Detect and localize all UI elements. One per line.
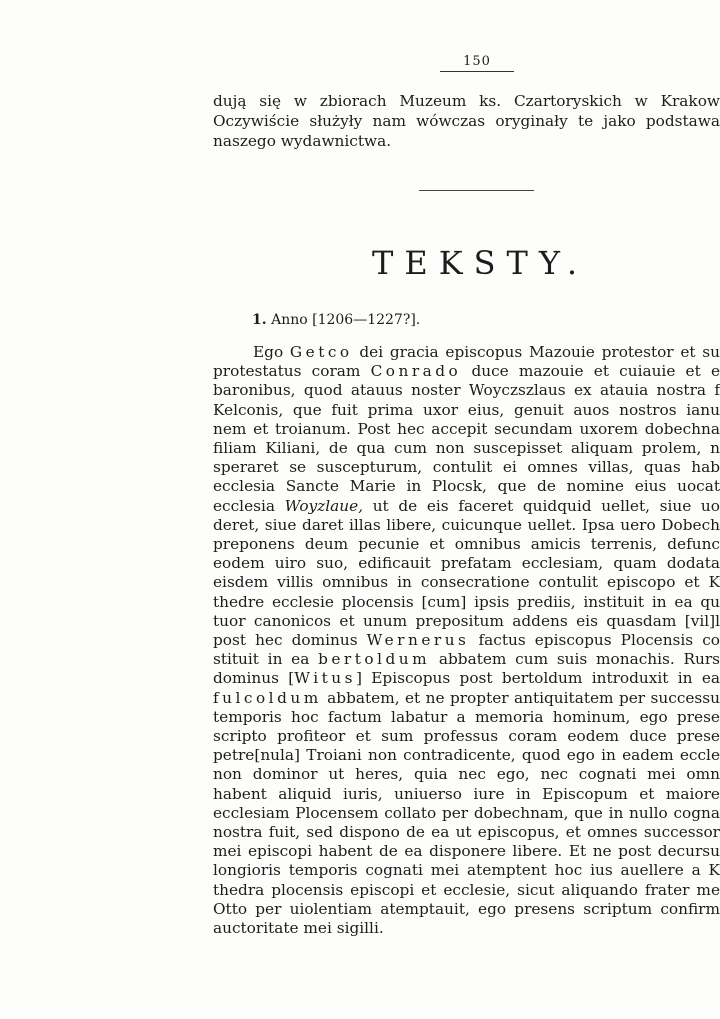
text-line bbox=[213, 804, 720, 823]
text-line bbox=[213, 458, 720, 477]
text-segment: eisdem villis omnibus in consecratione contulit episcopo et K bbox=[213, 573, 720, 592]
text-segment: petre[nula] Troiani non contradicente, quod ego in eadem eccle bbox=[213, 746, 720, 765]
page-number-rule bbox=[440, 71, 514, 72]
text-segment: longioris temporis cognati mei atemptent hoc ius auellere a K bbox=[213, 861, 720, 880]
intro-line: dują się w zbiorach Muzeum ks. Czartoryskich w Krakow bbox=[213, 92, 720, 110]
italic-text: Woyzlaue, bbox=[284, 496, 364, 515]
entry-heading bbox=[252, 311, 420, 329]
text-line bbox=[213, 881, 720, 900]
text-line bbox=[213, 343, 720, 362]
text-segment: mei episcopi habent de ea disponere libere. Et ne post decursu bbox=[213, 842, 720, 861]
spaced-name: Wernerus bbox=[366, 631, 470, 649]
spaced-name: fulcoldum bbox=[213, 688, 322, 707]
text-line bbox=[213, 535, 720, 554]
text-segment: thedre ecclesie plocensis [cum] ipsis prediis, instituit in ea qu bbox=[213, 592, 720, 611]
text-segment: stituit in ea bbox=[213, 650, 319, 669]
text-line bbox=[213, 554, 720, 573]
text-line bbox=[213, 439, 720, 458]
entry-date: Anno [1206—1227?]. bbox=[271, 312, 421, 328]
text-line bbox=[213, 689, 720, 708]
page-number: 150 bbox=[463, 54, 491, 69]
text-segment: nem et troianum. Post hec accepit secundam uxorem dobechna bbox=[213, 419, 720, 438]
text-line bbox=[213, 612, 720, 631]
text-line bbox=[213, 631, 720, 650]
text-line bbox=[213, 420, 720, 439]
text-segment: thedra plocensis episcopi et ecclesie, sicut aliquando frater me bbox=[213, 880, 720, 899]
text-line bbox=[213, 650, 720, 669]
text-line bbox=[213, 362, 720, 381]
intro-line: Oczywiście służyły nam wówczas oryginały te jako podstawa bbox=[213, 112, 720, 130]
text-line bbox=[213, 708, 720, 727]
text-segment: Ego bbox=[253, 343, 290, 361]
text-line bbox=[213, 669, 720, 688]
text-line bbox=[213, 861, 720, 880]
text-line bbox=[213, 593, 720, 612]
text-segment: ut de eis faceret quidquid uellet, siue uo bbox=[363, 496, 720, 515]
text-line bbox=[213, 785, 720, 804]
text-line bbox=[213, 823, 720, 842]
section-divider bbox=[419, 190, 534, 191]
text-segment: abbatem, et ne propter antiquitatem per successu bbox=[321, 688, 720, 707]
text-segment: baronibus, quod atauus noster Woyczszlaus ex atauia nostra f bbox=[213, 381, 720, 400]
text-line bbox=[213, 727, 720, 746]
intro-line: naszego wydawnictwa. bbox=[213, 132, 392, 150]
text-line bbox=[213, 573, 720, 592]
text-segment: eodem uiro suo, edificauit prefatam ecclesiam, quam dodata bbox=[213, 554, 720, 573]
text-segment: filiam Kiliani, de qua cum non suscepisset aliquam prolem, n bbox=[213, 439, 720, 457]
text-segment: ecclesia bbox=[213, 496, 285, 515]
spaced-name: Witus bbox=[294, 669, 356, 688]
text-segment: protestatus coram bbox=[213, 362, 371, 381]
text-segment: temporis hoc factum labatur a memoria hominum, ego prese bbox=[213, 707, 720, 726]
text-segment: Kelconis, que fuit prima uxor eius, genuit auos nostros ianu bbox=[213, 400, 720, 419]
spaced-name: Conrado bbox=[370, 362, 462, 381]
text-line bbox=[213, 765, 720, 784]
text-line bbox=[213, 900, 720, 919]
entry-number: 1. bbox=[252, 312, 267, 328]
text-line bbox=[213, 497, 720, 516]
text-segment: habent aliquid iuris, uniuerso iure in Episcopum et maiore bbox=[213, 784, 720, 803]
text-segment: duce mazouie et cuiauie et e bbox=[461, 362, 720, 381]
text-segment: preponens deum pecunie et omnibus amicis terrenis, defunc bbox=[213, 535, 720, 553]
section-title: TEKSTY. bbox=[372, 244, 589, 282]
text-segment: speraret se suscepturum, contulit ei omnes villas, quas hab bbox=[213, 458, 720, 477]
text-segment: deret, siue daret illas libere, cuicunque uellet. Ipsa uero Dobech bbox=[213, 515, 720, 534]
text-line bbox=[213, 919, 720, 938]
text-segment: post hec dominus bbox=[213, 631, 367, 649]
text-segment: Otto per uiolentiam atemptauit, ego presens scriptum confirm bbox=[213, 899, 720, 918]
text-line bbox=[213, 381, 720, 400]
text-segment: abbatem cum suis monachis. Rurs bbox=[430, 650, 720, 669]
text-segment: ecclesiam Plocensem collato per dobechnam, que in nullo cogna bbox=[213, 803, 720, 822]
text-segment: factus episcopus Plocensis co bbox=[469, 631, 720, 649]
text-line bbox=[213, 842, 720, 861]
text-segment: ecclesia Sancte Marie in Plocsk, que de nomine eius uocat bbox=[213, 477, 720, 496]
text-segment: non dominor ut heres, quia nec ego, nec cognati mei omn bbox=[213, 765, 720, 784]
text-line bbox=[213, 516, 720, 535]
text-segment: dei gracia episcopus Mazouie protestor et su bbox=[352, 343, 720, 361]
spaced-name: bertoldum bbox=[318, 650, 431, 669]
text-segment: tuor canonicos et unum prepositum addens eis quasdam [vil]l bbox=[213, 611, 720, 630]
text-line bbox=[213, 401, 720, 420]
spaced-name: Getco bbox=[289, 343, 353, 361]
text-segment: ] Episcopus post bertoldum introduxit in ea bbox=[355, 669, 720, 688]
text-segment: scripto profiteor et sum professus coram eodem duce prese bbox=[213, 727, 720, 745]
text-segment: auctoritate mei sigilli. bbox=[213, 919, 384, 937]
text-segment: nostra fuit, sed dispono de ea ut episcopus, et omnes successor bbox=[213, 823, 720, 841]
text-line bbox=[213, 477, 720, 496]
text-segment: dominus [ bbox=[213, 669, 295, 688]
text-line bbox=[213, 746, 720, 765]
